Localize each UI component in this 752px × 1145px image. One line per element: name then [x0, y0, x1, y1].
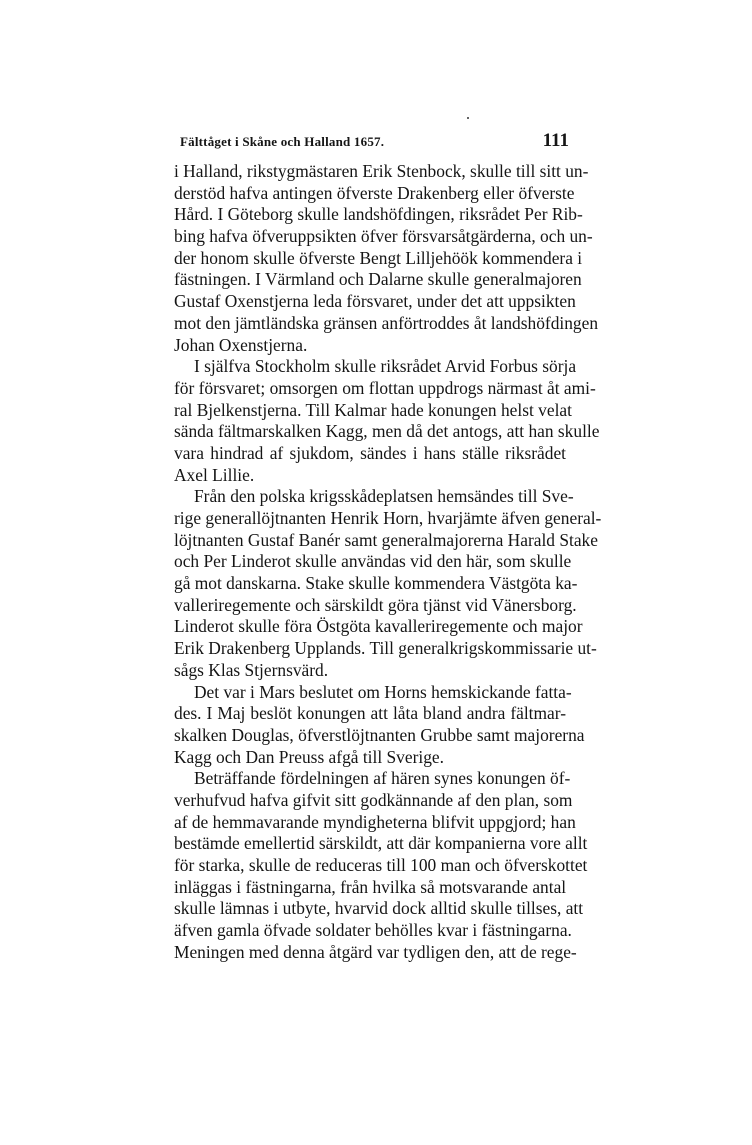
text-line: ral Bjelkenstjerna. Till Kalmar hade konungen helst velat: [174, 399, 572, 420]
text-line: Gustaf Oxenstjerna leda försvaret, under det att uppsikten: [174, 291, 576, 312]
text-line: Linderot skulle föra Östgöta kavalleriregemente och major: [174, 616, 583, 637]
paragraph-start: I själfva Stockholm skulle riksrådet Arvid Forbus sörja: [194, 356, 577, 377]
text-line: och Per Linderot skulle användas vid den här, som skulle: [174, 551, 572, 572]
text-line: äfven gamla öfvade soldater behölles kvar i fästningarna.: [174, 920, 572, 941]
text-line: des. I Maj beslöt konungen att låta bland andra fältmar-: [174, 703, 566, 724]
text-line: gå mot danskarna. Stake skulle kommendera Västgöta ka-: [174, 573, 578, 594]
text-line: för starka, skulle de reduceras till 100 man och öfverskottet: [174, 855, 588, 875]
print-speck: [467, 117, 469, 119]
text-line: bestämde emellertid särskildt, att där kompanierna vore allt: [174, 833, 588, 854]
text-line: skulle lämnas i utbyte, hvarvid dock alltid skulle tillses, att: [174, 898, 584, 919]
text-line: löjtnanten Gustaf Banér samt generalmajorerna Harald Stake: [174, 529, 598, 550]
text-line: mot den jämtländska gränsen anförtroddes åt landshöfdingen: [174, 312, 599, 333]
text-line: Johan Oxenstjerna.: [174, 334, 308, 355]
paragraph-start: Det var i Mars beslutet om Horns hemskickande fatta-: [194, 681, 572, 702]
text-line: för försvaret; omsorgen om flottan uppdrogs närmast åt ami-: [174, 377, 596, 398]
text-line: Erik Drakenberg Upplands. Till generalkrigskommissarie ut-: [174, 638, 597, 659]
running-title: Fälttåget i Skåne och Halland 1657.: [180, 134, 385, 149]
text-line: sända fältmarskalken Kagg, men då det antogs, att han skulle: [174, 421, 600, 442]
text-line: Meningen med denna åtgärd var tydligen den, att de rege-: [174, 941, 577, 962]
body-text: [174, 161, 602, 963]
text-line: der honom skulle öfverste Bengt Lilljehöök kommendera i: [174, 247, 583, 268]
text-line: af de hemmavarande myndigheterna blifvit uppgjord; han: [174, 811, 576, 832]
paragraph-start: Beträffande fördelningen af hären synes konungen öf-: [194, 768, 571, 789]
paragraph-start: Från den polska krigsskådeplatsen hemsändes till Sve-: [194, 486, 574, 507]
text-line: Axel Lillie.: [174, 464, 255, 485]
text-line: sågs Klas Stjernsvärd.: [174, 659, 329, 680]
text-line: Hård. I Göteborg skulle landshöfdingen, riksrådet Per Rib-: [174, 204, 583, 225]
text-line: skalken Douglas, öfverstlöjtnanten Grubbe samt majorerna: [174, 724, 585, 745]
text-line: rige generallöjtnanten Henrik Horn, hvarjämte äfven general-: [174, 508, 602, 528]
text-line: Kagg och Dan Preuss afgå till Sverige.: [174, 746, 444, 767]
text-line: vara hindrad af sjukdom, sändes i hans ställe riksrådet: [174, 442, 566, 463]
text-line: i Halland, rikstygmästaren Erik Stenbock, skulle till sitt un-: [174, 161, 589, 181]
text-line: inläggas i fästningarna, från hvilka så motsvarande antal: [174, 876, 567, 897]
text-line: bing hafva öfveruppsikten öfver försvarsåtgärderna, och un-: [174, 226, 593, 247]
text-line: fästningen. I Värmland och Dalarne skulle generalmajoren: [174, 269, 582, 290]
text-line: valleriregemente och särskildt göra tjänst vid Vänersborg.: [174, 594, 577, 615]
text-line: verhufvud hafva gifvit sitt godkännande af den plan, som: [174, 789, 573, 810]
text-line: derstöd hafva antingen öfverste Drakenberg eller öfverste: [174, 182, 575, 203]
page-header: [170, 130, 570, 154]
page-number: 111: [542, 130, 569, 151]
